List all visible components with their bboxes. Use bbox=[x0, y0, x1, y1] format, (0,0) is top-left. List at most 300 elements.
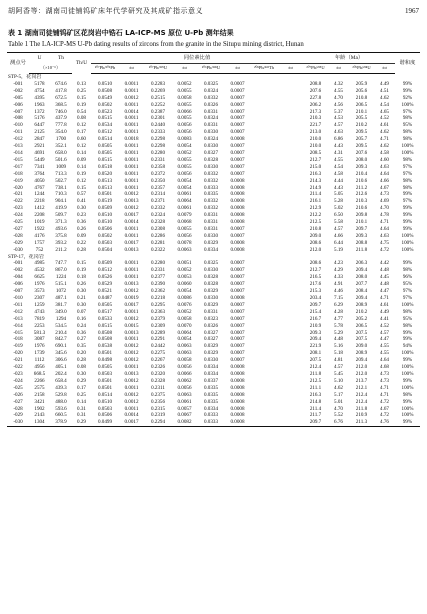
cell-u: 4176 bbox=[34, 232, 45, 239]
table-row bbox=[7, 205, 420, 212]
cell-age-pb206-u238-err: 4.67 bbox=[380, 184, 389, 191]
cell-spot: -029 bbox=[13, 412, 23, 419]
table-row bbox=[7, 88, 420, 95]
cell-pb206-u238: 0.0332 bbox=[203, 170, 218, 177]
cell-pb207-u235-err: 0.0079 bbox=[177, 212, 192, 219]
cell-age-pb207-u235: 208.6 bbox=[309, 239, 322, 246]
cell-pb206-u238: 0.0332 bbox=[203, 94, 218, 101]
cell-pb206-u238: 0.0330 bbox=[203, 143, 218, 150]
cell-age-pb206-u238: 210.2 bbox=[355, 308, 368, 315]
cell-pb207-pb206-err: 0.0013 bbox=[124, 281, 139, 288]
table-row bbox=[7, 302, 420, 309]
cell-pb206-u238: 0.0329 bbox=[203, 343, 218, 350]
table-row bbox=[7, 371, 420, 378]
cell-pb208-th232-err bbox=[278, 212, 303, 219]
cell-age-pb206-u238-err: 4.62 bbox=[380, 143, 389, 150]
cell-age-pb206-u238: 209.7 bbox=[355, 225, 368, 232]
cell-u: 4743 bbox=[34, 308, 45, 315]
cell-pb208-th232-err bbox=[278, 143, 303, 150]
cell-th-u: 0.20 bbox=[77, 350, 86, 357]
cell-pb206-u238: 0.0335 bbox=[203, 398, 218, 405]
cell-th: 658.0 bbox=[55, 149, 67, 156]
cell-pb207-u235-err: 0.0052 bbox=[177, 80, 192, 87]
cell-age-pb207-u235-err: 6.50 bbox=[334, 212, 343, 219]
cell-pb208-th232 bbox=[250, 136, 278, 143]
cell-pb208-th232-err bbox=[278, 240, 303, 247]
cell-pb206-u238-err: 0.0008 bbox=[230, 384, 245, 391]
cell-concordance: 98% bbox=[402, 322, 413, 329]
cell-concordance: 97% bbox=[402, 295, 413, 301]
cell-pb206-u238: 0.0334 bbox=[203, 364, 218, 371]
cell-age-pb206-u238-err: 4.42 bbox=[380, 260, 389, 267]
cell-concordance: 100% bbox=[401, 246, 414, 253]
col-group-age: 年龄（Ma） bbox=[303, 53, 395, 64]
cell-pb206-u238-err: 0.0007 bbox=[230, 274, 245, 281]
cell-pb207-pb206: 0.0509 bbox=[97, 260, 112, 267]
cell-th: 210.4 bbox=[55, 329, 67, 336]
cell-age-pb206-u238-err: 4.71 bbox=[380, 384, 389, 391]
cell-pb207-u235-err: 0.0061 bbox=[177, 191, 192, 198]
cell-age-pb207-u235-err: 4.43 bbox=[334, 184, 343, 191]
cell-age-pb207-u235-err: 5.18 bbox=[334, 350, 343, 357]
cell-u: 4956 bbox=[34, 364, 45, 371]
cell-u: 1976 bbox=[34, 343, 45, 350]
cell-pb207-u235-err: 0.0054 bbox=[177, 336, 192, 343]
cell-age-pb206-u238: 212.1 bbox=[355, 384, 368, 391]
cell-u: 4050 bbox=[34, 177, 45, 184]
cell-age-pb206-u238-err: 4.64 bbox=[380, 170, 389, 177]
cell-th-u: 0.14 bbox=[77, 398, 86, 405]
cell-pb208-th232-err bbox=[278, 281, 303, 288]
cell-age-pb207-u235-err: 5.10 bbox=[334, 377, 343, 384]
cell-pb207-u235-err: 0.0068 bbox=[177, 219, 192, 226]
cell-pb206-u238-err: 0.0008 bbox=[230, 212, 245, 219]
table-row bbox=[7, 143, 420, 150]
cell-th: 672.5 bbox=[55, 94, 67, 101]
cell-concordance: 97% bbox=[402, 163, 413, 170]
col-sub: ±σ bbox=[278, 64, 303, 74]
cell-age-pb206-u238-err: 4.71 bbox=[380, 219, 389, 226]
cell-age-pb207-u235-err: 6.86 bbox=[334, 136, 343, 143]
cell-pb206-u238: 0.0333 bbox=[203, 412, 218, 419]
col-sub: ²⁰⁸Pb/²³²Th bbox=[250, 64, 278, 74]
cell-age-pb206-u238: 211.2 bbox=[355, 184, 368, 191]
cell-pb207-pb206-err: 0.0011 bbox=[124, 308, 139, 315]
cell-pb207-pb206: 0.0501 bbox=[97, 384, 112, 391]
cell-u: 2266 bbox=[34, 377, 45, 384]
cell-pb207-pb206: 0.0510 bbox=[97, 80, 112, 87]
cell-concordance: 99% bbox=[402, 80, 413, 87]
cell-u: 668.5 bbox=[33, 370, 46, 377]
cell-pb207-pb206: 0.0503 bbox=[97, 405, 112, 412]
cell-pb208-th232 bbox=[250, 226, 278, 233]
cell-age-pb207-u235: 215.3 bbox=[309, 288, 322, 295]
cell-age-pb206-u238-err: 4.57 bbox=[380, 329, 389, 336]
cell-pb206-u238: 0.0326 bbox=[203, 101, 218, 108]
cell-age-pb206-u238-err: 4.73 bbox=[380, 191, 389, 198]
cell-age-pb206-u238: 212.0 bbox=[355, 370, 368, 377]
cell-pb207-u235-err: 0.0078 bbox=[177, 239, 192, 246]
cell-pb207-u235: 0.2311 bbox=[151, 384, 165, 391]
table-row bbox=[7, 171, 420, 178]
cell-pb207-u235: 0.2357 bbox=[150, 184, 165, 191]
cell-pb207-u235-err: 0.0058 bbox=[177, 357, 192, 364]
cell-age-pb206-u238-err: 4.45 bbox=[380, 274, 389, 281]
cell-pb207-pb206: 0.0506 bbox=[97, 412, 112, 419]
cell-pb206-u238-err: 0.0007 bbox=[230, 343, 245, 350]
cell-pb206-u238: 0.0330 bbox=[203, 232, 218, 239]
cell-age-pb206-u238-err: 4.47 bbox=[380, 336, 389, 343]
cell-spot: -014 bbox=[13, 149, 23, 156]
cell-spot: -014 bbox=[13, 322, 23, 329]
cell-pb207-pb206: 0.0519 bbox=[97, 198, 112, 205]
cell-spot: -021 bbox=[13, 191, 23, 198]
cell-pb208-th232 bbox=[250, 323, 278, 330]
cell-pb207-u235-err: 0.0054 bbox=[177, 177, 192, 184]
cell-u: 2307 bbox=[34, 295, 45, 301]
cell-age-pb207-u235: 210.0 bbox=[309, 143, 322, 150]
cell-pb208-th232 bbox=[250, 81, 278, 88]
cell-pb208-th232 bbox=[250, 185, 278, 192]
cell-concordance: 92% bbox=[402, 94, 413, 101]
cell-pb207-pb206: 0.0503 bbox=[97, 239, 112, 246]
cell-pb207-u235-err: 0.0052 bbox=[177, 149, 192, 156]
cell-th: 529.8 bbox=[55, 391, 67, 398]
cell-pb206-u238: 0.0328 bbox=[203, 156, 218, 163]
cell-pb208-th232-err bbox=[278, 171, 303, 178]
col-sub: ²⁰⁷Pb/²³⁵U bbox=[144, 64, 172, 74]
cell-age-pb207-u235: 212.2 bbox=[309, 212, 322, 219]
cell-pb206-u238-err: 0.0007 bbox=[230, 170, 245, 177]
cell-th: 417.8 bbox=[55, 87, 67, 94]
cell-pb206-u238-err: 0.0008 bbox=[230, 364, 245, 371]
cell-age-pb207-u235: 208.6 bbox=[309, 260, 322, 267]
cell-pb206-u238-err: 0.0007 bbox=[230, 143, 245, 150]
cell-pb207-pb206: 0.0515 bbox=[97, 322, 112, 329]
cell-pb207-u235: 0.2442 bbox=[150, 343, 165, 350]
cell-th: 211.2 bbox=[55, 246, 67, 253]
cell-pb207-u235-err: 0.0055 bbox=[177, 156, 192, 163]
cell-th: 509.7 bbox=[55, 212, 67, 219]
cell-spot: -013 bbox=[13, 315, 23, 322]
cell-age-pb207-u235-err: 5.19 bbox=[334, 246, 343, 253]
cell-pb206-u238: 0.0335 bbox=[203, 384, 218, 391]
cell-concordance: 100% bbox=[401, 101, 414, 108]
cell-spot: -005 bbox=[13, 94, 23, 101]
cell-pb208-th232-err bbox=[278, 109, 303, 116]
cell-age-pb206-u238-err: 4.49 bbox=[380, 308, 389, 315]
cell-pb207-pb206: 0.0508 bbox=[97, 336, 112, 343]
cell-pb206-u238-err: 0.0007 bbox=[230, 149, 245, 156]
cell-pb207-u235-err: 0.0054 bbox=[177, 184, 192, 191]
cell-pb207-pb206-err: 0.0011 bbox=[124, 184, 139, 191]
cell-pb206-u238-err: 0.0008 bbox=[230, 198, 245, 205]
cell-spot: -011 bbox=[13, 129, 23, 136]
cell-age-pb207-u235-err: 4.23 bbox=[334, 260, 343, 267]
col-group-ratio: 同位素比值 bbox=[91, 53, 303, 64]
cell-pb207-u235: 0.2324 bbox=[150, 212, 165, 219]
col-spot: 测点号 bbox=[7, 53, 29, 74]
table-row bbox=[7, 219, 420, 226]
cell-pb208-th232-err bbox=[278, 323, 303, 330]
cell-th-u: 0.12 bbox=[77, 143, 86, 150]
cell-age-pb206-u238: 210.3 bbox=[355, 198, 368, 205]
cell-pb207-u235: 0.2298 bbox=[150, 143, 165, 150]
cell-age-pb207-u235-err: 4.70 bbox=[334, 405, 343, 412]
cell-concordance: 100% bbox=[401, 384, 414, 391]
cell-age-pb207-u235: 210.9 bbox=[309, 322, 322, 329]
cell-age-pb207-u235: 211.1 bbox=[309, 384, 322, 391]
cell-u: 1902 bbox=[34, 405, 45, 412]
cell-pb206-u238: 0.0329 bbox=[203, 239, 218, 246]
cell-pb207-u235-err: 0.0051 bbox=[177, 260, 192, 267]
cell-age-pb206-u238-err: 4.47 bbox=[380, 288, 389, 295]
cell-age-pb206-u238: 207.7 bbox=[355, 281, 368, 288]
cell-age-pb206-u238: 208.0 bbox=[355, 156, 368, 163]
cell-age-pb207-u235-err: 5.29 bbox=[334, 329, 343, 336]
cell-pb207-pb206: 0.0514 bbox=[97, 136, 112, 143]
cell-age-pb206-u238: 211.3 bbox=[349, 419, 374, 426]
cell-age-pb207-u235: 211.8 bbox=[309, 370, 322, 377]
cell-u: 4754 bbox=[34, 87, 45, 94]
cell-age-pb207-u235-err: 4.63 bbox=[334, 129, 343, 136]
cell-th: 690.1 bbox=[55, 343, 67, 350]
cell-pb208-th232 bbox=[250, 260, 278, 267]
cell-pb206-u238: 0.0331 bbox=[203, 225, 218, 232]
cell-age-pb206-u238-err: 4.75 bbox=[380, 239, 389, 246]
cell-spot: -001 bbox=[13, 260, 23, 267]
cell-pb207-u235: 0.2281 bbox=[150, 239, 165, 246]
cell-th: 674.6 bbox=[55, 80, 67, 87]
cell-age-pb207-u235: 208.1 bbox=[309, 350, 322, 357]
cell-th-u: 0.19 bbox=[77, 267, 86, 274]
cell-age-pb206-u238-err: 4.60 bbox=[380, 156, 389, 163]
cell-pb208-th232 bbox=[250, 302, 278, 309]
cell-pb207-pb206-err: 0.0017 bbox=[119, 419, 144, 426]
cell-th: 345.6 bbox=[55, 350, 67, 357]
cell-u: 1244 bbox=[34, 191, 45, 198]
cell-pb207-pb206: 0.0523 bbox=[97, 108, 112, 115]
cell-pb207-pb206-err: 0.0011 bbox=[124, 405, 139, 412]
cell-pb207-u235: 0.2350 bbox=[150, 177, 165, 184]
cell-concordance: 99% bbox=[402, 225, 413, 232]
cell-th: 1072 bbox=[55, 288, 67, 295]
cell-pb208-th232 bbox=[250, 171, 278, 178]
cell-age-pb207-u235-err: 4.46 bbox=[334, 288, 343, 295]
cell-age-pb207-u235: 203.4 bbox=[309, 295, 322, 301]
cell-th: 419.9 bbox=[55, 205, 67, 212]
table-row bbox=[7, 191, 420, 198]
cell-th-u: 0.19 bbox=[77, 101, 86, 108]
cell-concordance: 96% bbox=[402, 274, 413, 281]
col-sub: ²⁰⁶Pb/²³⁸U bbox=[349, 64, 374, 74]
cell-th: 349.0 bbox=[55, 308, 67, 315]
cell-pb208-th232-err bbox=[278, 371, 303, 378]
cell-spot: -027 bbox=[13, 398, 23, 405]
cell-age-pb206-u238-err: 4.72 bbox=[380, 412, 389, 419]
section-label: STP-17，花岗岩 bbox=[8, 253, 44, 260]
cell-pb207-pb206-err: 0.0012 bbox=[124, 191, 139, 198]
cell-pb207-u235-err: 0.0058 bbox=[177, 315, 192, 322]
cell-age-pb206-u238: 210.8 bbox=[355, 94, 368, 101]
col-sub: ±σ bbox=[328, 64, 349, 74]
cell-pb207-u235-err: 0.0063 bbox=[177, 343, 192, 350]
cell-concordance: 100% bbox=[401, 350, 414, 357]
cell-age-pb207-u235-err: 4.48 bbox=[334, 336, 343, 343]
cell-th-u: 0.60 bbox=[77, 136, 86, 143]
cell-pb207-u235: 0.2280 bbox=[150, 149, 165, 156]
cell-pb206-u238-err: 0.0008 bbox=[230, 136, 245, 143]
cell-age-pb206-u238: 208.9 bbox=[355, 301, 368, 308]
col-sub: ²⁰⁷Pb/²⁰⁶Pb bbox=[91, 64, 119, 74]
cell-u: 2575 bbox=[34, 384, 45, 391]
cell-u: 3764 bbox=[34, 170, 45, 177]
cell-pb207-pb206: 0.0498 bbox=[97, 357, 112, 364]
cell-pb207-pb206-err: 0.0012 bbox=[124, 288, 139, 295]
cell-pb208-th232 bbox=[250, 399, 278, 406]
cell-age-pb206-u238-err: 4.72 bbox=[380, 246, 389, 253]
cell-pb207-pb206: 0.0520 bbox=[97, 170, 112, 177]
cell-age-pb207-u235: 217.3 bbox=[309, 108, 322, 115]
cell-pb207-u235-err: 0.0054 bbox=[177, 143, 192, 150]
cell-pb208-th232 bbox=[250, 122, 278, 129]
cell-u: 2125 bbox=[34, 129, 45, 136]
cell-spot: -007 bbox=[13, 288, 23, 295]
cell-pb206-u238: 0.0323 bbox=[203, 315, 218, 322]
cell-th: 738.1 bbox=[55, 184, 67, 191]
cell-pb207-u235: 0.2332 bbox=[150, 205, 165, 212]
cell-age-pb207-u235: 208.5 bbox=[309, 149, 322, 156]
cell-pb208-th232 bbox=[250, 115, 278, 122]
table-row bbox=[7, 295, 420, 302]
cell-age-pb207-u235: 227.8 bbox=[309, 94, 322, 101]
cell-u: 1412 bbox=[34, 205, 45, 212]
cell-pb207-pb206-err: 0.0011 bbox=[124, 163, 139, 170]
cell-pb206-u238-err: 0.0008 bbox=[230, 377, 245, 384]
cell-age-pb207-u235: 211.7 bbox=[309, 412, 322, 419]
cell-age-pb207-u235-err: 5.58 bbox=[334, 219, 343, 226]
cell-th-u: 0.31 bbox=[77, 405, 86, 412]
cell-pb207-pb206: 0.0503 bbox=[97, 370, 112, 377]
cell-age-pb206-u238: 211.8 bbox=[355, 246, 368, 253]
cell-th-u: 0.30 bbox=[77, 301, 86, 308]
cell-pb207-pb206-err: 0.0011 bbox=[124, 232, 139, 239]
cell-u: 4985 bbox=[34, 260, 45, 267]
cell-pb207-u235-err: 0.0056 bbox=[177, 129, 192, 136]
cell-pb207-u235: 0.2320 bbox=[150, 370, 165, 377]
table-row bbox=[7, 136, 420, 143]
cell-pb207-u235-err: 0.0083 bbox=[177, 136, 192, 143]
col-th: Th bbox=[50, 53, 72, 64]
cell-th-u: 0.19 bbox=[77, 170, 86, 177]
cell-pb207-pb206-err: 0.0011 bbox=[124, 101, 139, 108]
cell-pb207-pb206: 0.0508 bbox=[97, 87, 112, 94]
table-row bbox=[7, 95, 420, 102]
cell-pb208-th232-err bbox=[278, 115, 303, 122]
cell-pb206-u238: 0.0324 bbox=[203, 115, 218, 122]
cell-concordance: 100% bbox=[401, 370, 414, 377]
cell-th: 306.6 bbox=[55, 357, 67, 364]
cell-u: 5176 bbox=[34, 115, 45, 122]
cell-spot: -022 bbox=[13, 198, 23, 205]
cell-age-pb207-u235: 211.4 bbox=[309, 405, 322, 412]
cell-pb207-u235: 0.2298 bbox=[150, 136, 165, 143]
cell-pb207-pb206: 0.0499 bbox=[91, 419, 119, 426]
cell-pb208-th232 bbox=[250, 412, 278, 419]
cell-pb207-u235: 0.2375 bbox=[150, 391, 165, 398]
cell-pb208-th232 bbox=[250, 129, 278, 136]
cell-age-pb207-u235-err: 4.91 bbox=[334, 281, 343, 288]
cell-pb208-th232 bbox=[250, 109, 278, 116]
cell-pb206-u238-err: 0.0008 bbox=[230, 370, 245, 377]
cell-pb207-pb206: 0.0514 bbox=[97, 391, 112, 398]
cell-pb206-u238: 0.0329 bbox=[203, 288, 218, 295]
cell-age-pb206-u238-err: 4.68 bbox=[380, 364, 389, 371]
cell-concordance: 100% bbox=[401, 364, 414, 371]
cell-pb207-pb206-err: 0.0012 bbox=[124, 315, 139, 322]
cell-pb208-th232-err bbox=[278, 198, 303, 205]
cell-pb208-th232-err bbox=[278, 247, 303, 254]
cell-pb207-u235: 0.2301 bbox=[150, 115, 165, 122]
cell-age-pb207-u235-err: 5.45 bbox=[334, 370, 343, 377]
cell-u: 1739 bbox=[34, 350, 45, 357]
cell-pb207-pb206-err: 0.0011 bbox=[124, 384, 139, 391]
cell-age-pb207-u235: 212.5 bbox=[309, 219, 322, 226]
cell-pb206-u238: 0.0334 bbox=[203, 246, 218, 253]
table-row bbox=[7, 364, 420, 371]
cell-pb207-pb206: 0.0509 bbox=[97, 205, 112, 212]
cell-concordance: 97% bbox=[402, 288, 413, 295]
cell-pb207-u235: 0.2328 bbox=[150, 377, 165, 384]
cell-th-u: 0.13 bbox=[77, 80, 86, 87]
cell-pb207-u235: 0.2286 bbox=[150, 232, 165, 239]
cell-age-pb207-u235: 210.3 bbox=[309, 115, 322, 122]
cell-age-pb207-u235-err: 4.62 bbox=[334, 384, 343, 391]
cell-age-pb206-u238: 210.2 bbox=[355, 122, 368, 129]
cell-concordance: 99% bbox=[402, 336, 413, 343]
cell-pb206-u238-err: 0.0007 bbox=[230, 336, 245, 343]
cell-pb208-th232 bbox=[250, 233, 278, 240]
cell-pb206-u238-err: 0.0007 bbox=[230, 156, 245, 163]
cell-pb207-u235-err: 0.0056 bbox=[177, 122, 192, 129]
cell-pb207-u235-err: 0.0057 bbox=[177, 405, 192, 412]
cell-pb208-th232 bbox=[250, 371, 278, 378]
cell-pb208-th232 bbox=[250, 350, 278, 357]
cell-pb208-th232 bbox=[250, 178, 278, 185]
cell-u: 2208 bbox=[34, 212, 45, 219]
cell-pb208-th232-err bbox=[278, 150, 303, 157]
cell-pb207-pb206-err: 0.0011 bbox=[124, 80, 139, 87]
cell-pb206-u238-err: 0.0008 bbox=[230, 205, 245, 212]
cell-age-pb206-u238-err: 4.41 bbox=[380, 315, 389, 322]
cell-pb206-u238-err: 0.0007 bbox=[230, 315, 245, 322]
cell-pb207-pb206: 0.0505 bbox=[97, 364, 112, 371]
cell-pb207-pb206-err: 0.0011 bbox=[124, 364, 139, 371]
cell-pb206-u238: 0.0324 bbox=[203, 87, 218, 94]
cell-pb208-th232-err bbox=[278, 288, 303, 295]
cell-pb206-u238-err: 0.0008 bbox=[230, 398, 245, 405]
table-row bbox=[7, 109, 420, 116]
cell-pb208-th232-err bbox=[278, 419, 303, 426]
cell-age-pb207-u235-err: 4.57 bbox=[334, 122, 343, 129]
cell-pb208-th232 bbox=[250, 219, 278, 226]
cell-pb208-th232 bbox=[250, 295, 278, 302]
cell-pb206-u238: 0.0332 bbox=[203, 198, 218, 205]
cell-pb206-u238: 0.0332 bbox=[203, 177, 218, 184]
cell-age-pb206-u238: 209.3 bbox=[355, 232, 368, 239]
table-row bbox=[7, 392, 420, 399]
cell-pb207-u235: 0.2372 bbox=[150, 170, 165, 177]
